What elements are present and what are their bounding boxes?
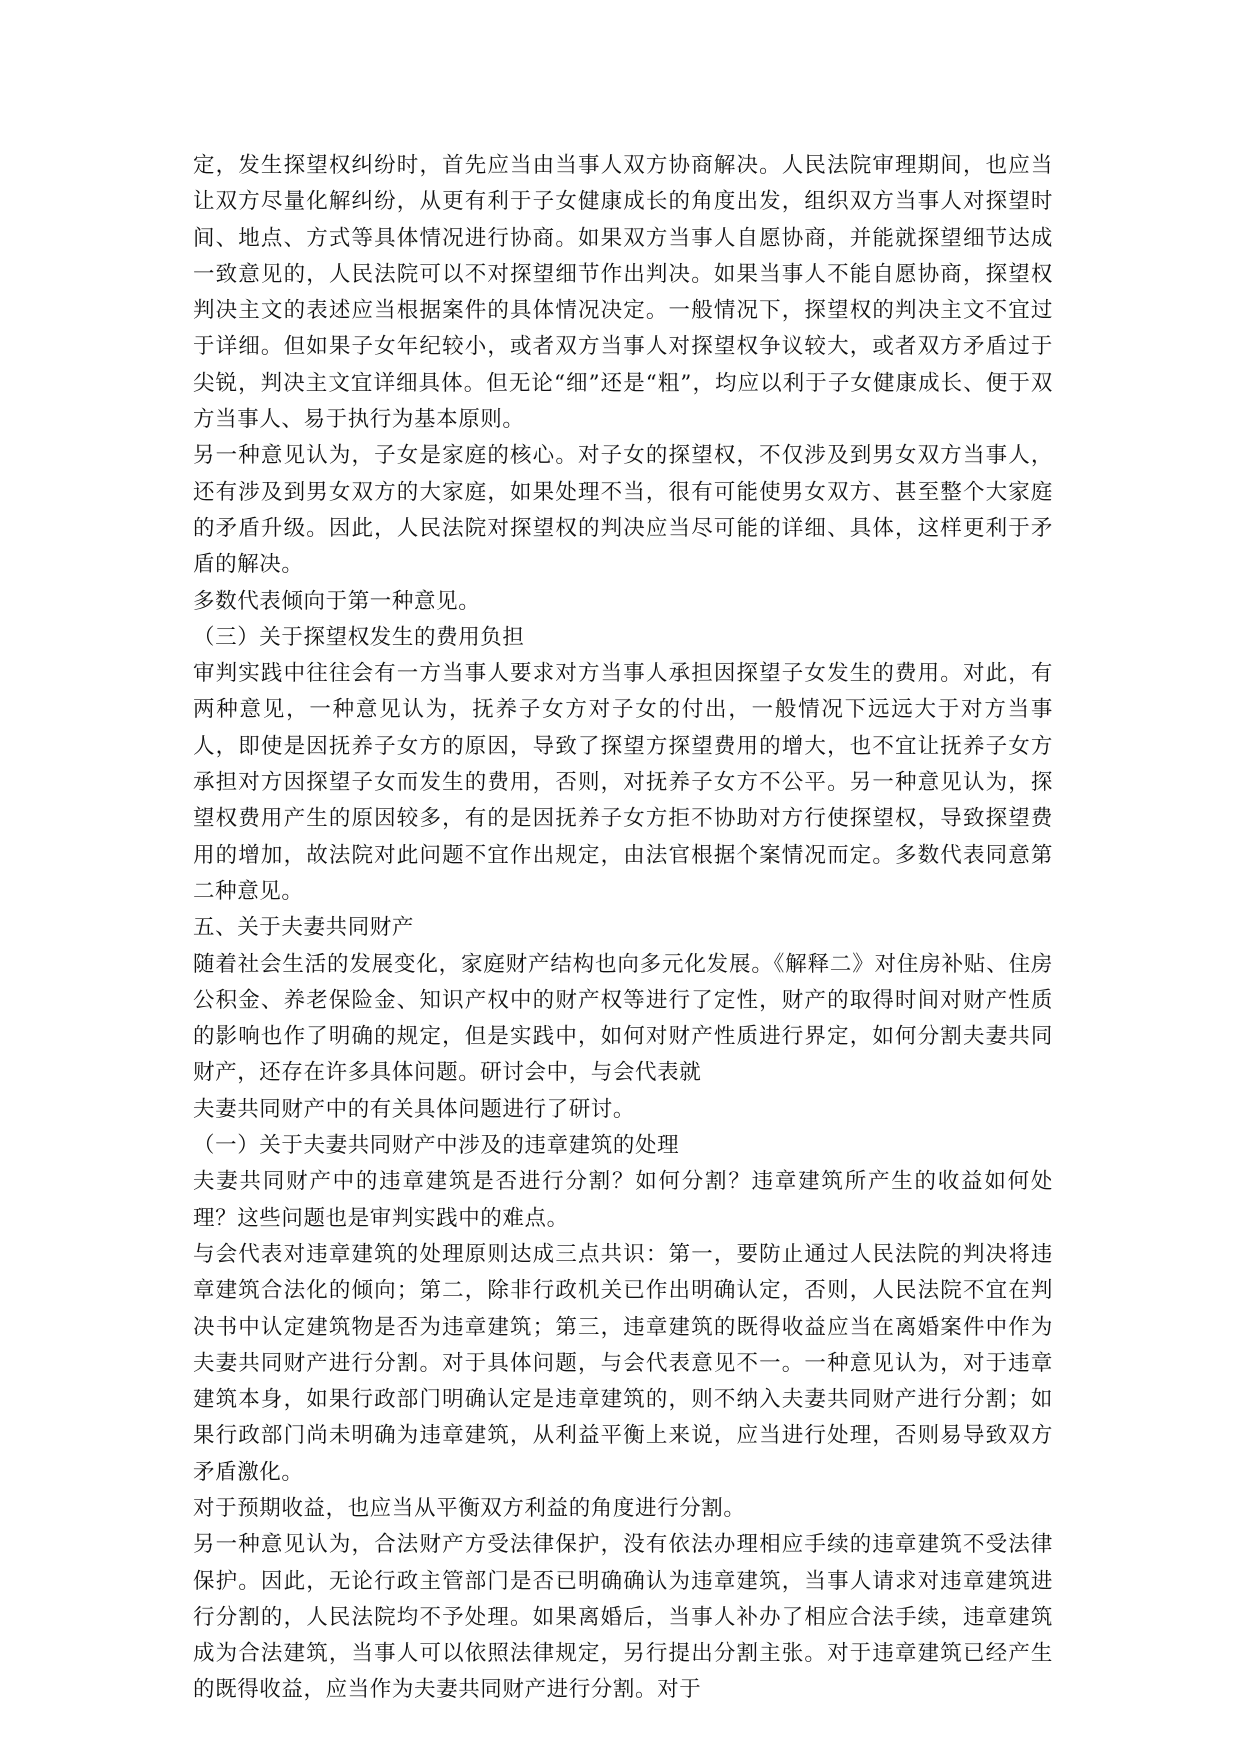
paragraph-three-consensus-points: 与会代表对违章建筑的处理原则达成三点共识：第一，要防止通过人民法院的判决将违章建筑合法化的倾向；第二，除非行政机关已作出明确认定，否则，人民法院不宜在判决书中认定建筑物是否为违章建筑；第三，违章建筑的既得收益应当在离婚案件中作为夫妻共同财产进行分割。对于具体问题，与会代表意见不一。一种意见认为，对于违章建筑本身，如果行政部门明确认定是违章建筑的，则不纳入夫妻共同财产进行分割；如果行政部门尚未明确为违章建筑，从利益平衡上来说，应当进行处理，否则易导致双方矛盾激化。 — [193, 1241, 1053, 1485]
paragraph-second-view-legal-protection: 另一种意见认为，合法财产方受法律保护，没有依法办理相应手续的违章建筑不受法律保护。因此，无论行政主管部门是否已明确确认为违章建筑，当事人请求对违章建筑进行分割的，人民法院均不予处理。如果离婚后，当事人补办了相应合法手续，违章建筑成为合法建筑，当事人可以依照法律规定，另行提出分割主张。对于违章建筑已经产生的既得收益，应当作为夫妻共同财产进行分割。对于 — [193, 1532, 1053, 1703]
paragraph-visitation-costs: 审判实践中往往会有一方当事人要求对方当事人承担因探望子女发生的费用。对此，有两种意见，一种意见认为，抚养子女方对子女的付出，一般情况下远远大于对方当事人，即使是因抚养子女方的原因，导致了探望方探望费用的增大，也不宜让抚养子女方承担对方因探望子女而发生的费用，否则，对抚养子女方不公平。另一种意见认为，探望权费用产生的原因较多，有的是因抚养子女方拒不协助对方行使探望权，导致探望费用的增加，故法院对此问题不宜作出规定，由法官根据个案情况而定。多数代表同意第二种意见。 — [193, 661, 1053, 904]
paragraph-visitation-consultation: 定，发生探望权纠纷时，首先应当由当事人双方协商解决。人民法院审理期间，也应当让双方尽量化解纠纷，从更有利于子女健康成长的角度出发，组织双方当事人对探望时间、地点、方式等具体情况进行协商。如果双方当事人自愿协商，并能就探望细节达成一致意见的，人民法院可以不对探望细节作出判决。如果当事人不能自愿协商，探望权判决主文的表述应当根据案件的具体情况决定。一般情况下，探望权的判决主文不宜过于详细。但如果子女年纪较小，或者双方当事人对探望权争议较大，或者双方矛盾过于尖锐，判决主文宜详细具体。但无论“细”还是“粗”，均应以利于子女健康成长、便于双方当事人、易于执行为基本原则。 — [193, 153, 1053, 433]
document-body — [193, 148, 1053, 1709]
section-heading-illegal-buildings: （一）关于夫妻共同财产中涉及的违章建筑的处理 — [193, 1133, 680, 1159]
section-heading-visitation-costs: （三）关于探望权发生的费用负担 — [193, 624, 525, 650]
paragraph-illegal-building-questions: 夫妻共同财产中的违章建筑是否进行分割？如何分割？违章建筑所产生的收益如何处理？这些问题也是审判实践中的难点。 — [193, 1169, 1053, 1231]
paragraph-expected-income: 对于预期收益，也应当从平衡双方利益的角度进行分割。 — [193, 1495, 746, 1521]
section-heading-marital-property: 五、关于夫妻共同财产 — [193, 915, 415, 941]
paragraph-property-discussion: 夫妻共同财产中的有关具体问题进行了研讨。 — [193, 1096, 636, 1122]
paragraph-alternative-view-detailed-judgment: 另一种意见认为，子女是家庭的核心。对子女的探望权，不仅涉及到男女双方当事人，还有涉及到男女双方的大家庭，如果处理不当，很有可能使男女双方、甚至整个大家庭的矛盾升级。因此，人民法院对探望权的判决应当尽可能的详细、具体，这样更利于矛盾的解决。 — [193, 443, 1053, 578]
paragraph-property-structure: 随着社会生活的发展变化，家庭财产结构也向多元化发展。《解释二》对住房补贴、住房公积金、养老保险金、知识产权中的财产权等进行了定性，财产的取得时间对财产性质的影响也作了明确的规定，但是实践中，如何对财产性质进行界定，如何分割夫妻共同财产，还存在许多具体问题。研讨会中，与会代表就 — [193, 951, 1053, 1086]
paragraph-majority-first-view: 多数代表倾向于第一种意见。 — [193, 588, 481, 614]
